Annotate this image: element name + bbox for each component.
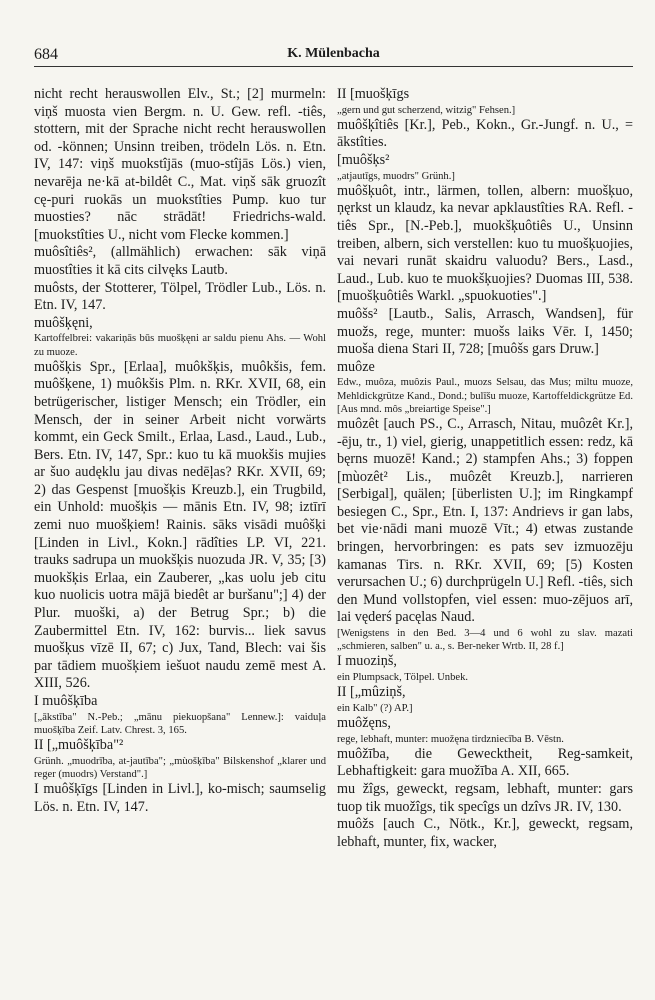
entry-headword: I muôšķība <box>34 693 98 709</box>
entry-text: muôžs [auch C., Nötk., Kr.], geweckt, regsam, lebhaft, munter, fix, wacker, <box>337 816 633 850</box>
right-column <box>337 86 633 991</box>
entry-small-text: „gern und gut scherzend, witzig" Fehsen.] <box>337 104 516 116</box>
entry-headword: [muôšķs² <box>337 151 390 168</box>
entry-text: muôsîtiês², (allmählich) erwachen: sāk viņā muostîties it kā cits cilvęks Lautb. <box>34 244 326 278</box>
entry-text: mu žîgs, geweckt, regsam, lebhaft, munter: gars tuop tik muožîgs, tik specîgs un dzîvs JR. IV, 130. <box>337 781 633 815</box>
entry-small-text: Kartoffelbrei: vakariņās būs muošķęni ar saldu pienu Ahs. — Wohl zu muoze. <box>34 333 326 358</box>
entry-headword: II [„muôšķība"² <box>34 737 124 753</box>
entry-text: muôšķuôt, intr., lärmen, tollen, albern: muošķuo, ņęrkst un klaudz, ka nevar apklaustîties RA. Refl. -tiês Spr., [N.-Peb.], muokšķuôtiês U., Unsinn treiben, albern, sich verstellen: kuo tu muošķuojies, vai nevari runāt skaidru valuodu? Bers., Lasd., Laud., Lub. kuo te muokšķuojies? Duomas III, 538. [muošķuôtiês Warkl. „spuokuoties".] <box>337 182 633 305</box>
page-header <box>34 46 633 67</box>
entry-text: I muôšķīgs [Linden in Livl.], ko-misch; saumselig Lös. n. Etn. IV, 147. <box>34 781 326 815</box>
entry-small-text: ein Kalb" (?) AP.] <box>337 702 413 714</box>
entry-small-text: [„ākstība" N.-Peb.; „mānu piekuopšana" Lennew.]: vaiduļa muošķība Zeif. Latv. Chrest. 3, 165. <box>34 711 326 736</box>
entry-text: muôšķis Spr., [Erlaa], muôkšķis, muôkšis, fem. muôšķene, 1) muôkšis Plm. n. RKr. XVII, 68, ein betrügerischer, listiger Mensch; ein Trödler, ein Mensch, der in seiner Arbeit nicht vorwärts kommt, ein Geck Smilt., Erlaa, Lasd., Laud., Lub., Bers. Etn. IV, 147, Spr.: kuo tu kā muokšis mujies ar šuo audęklu jau divas nedēļas? RKr. XVII, 69; 2) das Gespenst [muošķis Kreuzb.], ein Trugbild, ein Unhold: muošķis — mānis Etn. IV, 98; iztīrī zemi nuo muošķiem! Rainis. sāks visādi muôšķi [Linden in Livl., Kokn.] rādîties LP. VI, 221. trauks sadrupa un muokšķis nuozuda JR. V, 35; [3) muokšķis Erlaa, ein Zauberer, „kas uolu jeb citu kuo nuolicis uotra mājā biedêt ar buršanu";] 4) der Plur. muoški, a) der Betrug Spr.; b) die Zaubermittel Etn. IV, 162: burvis... liek savus muošķus vīzē II, 67; c) Jux, Tand, Blech: vai šis par tādiem muošķiem iešuot naudu zemē mest A. XIII, 526. <box>34 358 326 692</box>
page-number: 684 <box>34 46 58 63</box>
entry-headword: II [„mûziņš, <box>337 684 406 701</box>
entry-small-text: ein Plumpsack, Tölpel. Unbek. <box>337 672 469 684</box>
entry-small-text: Grünh. „muodrība, at-jautība"; „mùošķība" Bilskenshof „klarer und reger (muodrs) Verstand".] <box>34 755 326 780</box>
running-title: K. Mülenbacha <box>287 46 380 61</box>
entry-headword: II [muošķīgs <box>337 86 410 102</box>
entry-small-text: Edw., muôza, muôzis Paul., muozs Selsau, das Mus; miltu muoze, Mehldickgrütze Kand., Dond.; bulīšu muoze, Kartoffeldickgrütze Ed. [Aus mnd. môs „breiartige Speise".] <box>337 377 633 415</box>
entry-text: muôšs² [Lautb., Salis, Arrasch, Wandsen], für muožs, rege, munter: muošs laiks Vēr. I, 1450; muoša diena Stari II, 728; [muôšs gars Druw.] <box>337 305 633 358</box>
entry-small-text: [Wenigstens in den Bed. 3—4 und 6 wohl zu slav. mazati „schmieren, salben" u. a., s. Ber-neker Wrtb. II, 28 f.] <box>337 628 633 653</box>
left-column <box>34 86 326 991</box>
entry-headword: I muoziņš, <box>337 653 397 670</box>
entry-text: nicht recht herauswollen Elv., St.; [2] murmeln: viņš muosta vien Bergm. n. U. Gew. refl. -tiês, stottern, mit der Sprache nicht recht herauswollen od. -können; Unsinn treiben, trödeln Lös. n. Etn. IV, 147: viņš muokstîjās (muo-stîjās Lös.) vien, nevarēja ne·kā at-bildêt C., Mat. viņš sāk gruozît cę-puri ruokās un muokstîties Pump. kuo tur muosties? nāc strādāt! Friedrichs-wald. [muokstîties U., nicht vom Flecke kommen.] <box>34 86 326 243</box>
entry-headword: muôšķęni, <box>34 314 93 331</box>
entry-text: muôzêt [auch PS., C., Arrasch, Nitau, muôzêt Kr.], -ēju, tr., 1) viel, gierig, unappetitlich essen: redz, kā bęrns muozē! Kand.; 2) stampfen Ahs.; 3) foppen [mùozêt² Lis., muôzêt Kreuzb.], narrieren [Serbigal], quälen; [überlisten U.]; im Ringkampf besiegen C., Spr., Etn. I, 137: Andrievs ir gan labs, bet vie·nādi mani muozē Vīt.; 4) etwas zustande bringen, hervorbringen: es pats sev izmuozēju kamanas Tirs. n. RKr. XVII, 69; [5) Kosten verursachen U.; 6) durchprügeln U.] Refl. -tiês, sich den Mund vollstopfen, viel essen: muo-zējuos arī, lai vęderś pacęlas Naud. <box>337 415 633 626</box>
entry-text: muôsts, der Stotterer, Tölpel, Trödler Lub., Lös. n. Etn. IV, 147. <box>34 279 326 314</box>
entry-text: muôžība, die Gewecktheit, Reg-samkeit, Lebhaftigkeit: gara muožība A. XII, 665. <box>337 745 633 780</box>
entry-small-text: rege, lebhaft, munter: muožęna tirdzniecība B. Vēstn. <box>337 733 564 745</box>
entry-headword: muôze <box>337 358 375 375</box>
entry-text: muôšķîtiês [Kr.], Peb., Kokn., Gr.-Jungf. n. U., = ākstîties. <box>337 116 633 151</box>
entry-headword: muôžęns, <box>337 715 391 732</box>
entry-small-text: „atjautīgs, muodrs" Grünh.] <box>337 170 455 182</box>
